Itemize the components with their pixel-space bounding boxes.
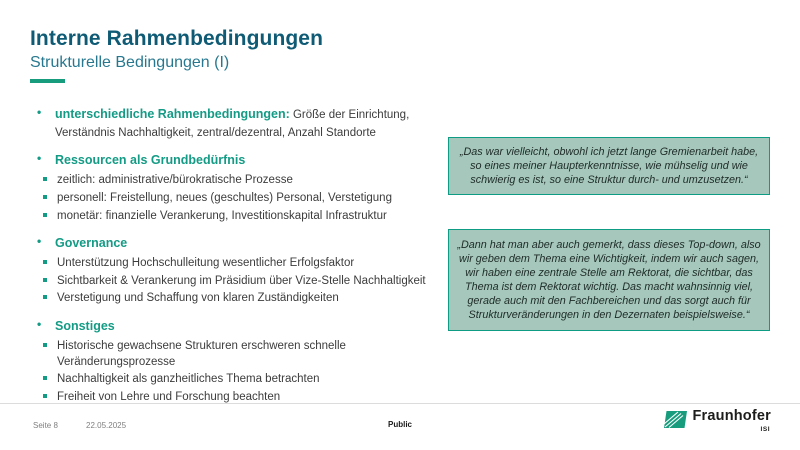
sub-bullet-text: Nachhaltigkeit als ganzheitliches Thema betrachten bbox=[57, 373, 320, 386]
square-bullet-icon bbox=[43, 260, 47, 264]
slide-header bbox=[30, 27, 323, 72]
sub-bullet-text: monetär: finanzielle Verankerung, Investitionskapital Infrastruktur bbox=[57, 209, 387, 222]
bullet-heading: Governance bbox=[55, 236, 128, 251]
fraunhofer-logo-icon bbox=[664, 411, 687, 433]
quote-box-2 bbox=[448, 229, 770, 331]
bullet-group-governance bbox=[30, 234, 448, 307]
square-bullet-icon bbox=[43, 343, 47, 347]
page-subtitle: Strukturelle Bedingungen (I) bbox=[30, 54, 230, 71]
slide-date: 22.05.2025 bbox=[86, 421, 127, 430]
square-bullet-icon bbox=[43, 177, 47, 181]
sub-bullet-item bbox=[42, 173, 448, 189]
bullet-group-ressourcen bbox=[30, 151, 448, 224]
square-bullet-icon bbox=[43, 394, 47, 398]
fraunhofer-logo-text-column bbox=[692, 409, 771, 433]
bullet-dot-icon: • bbox=[37, 317, 42, 332]
sub-bullet-text: zeitlich: administrative/bürokratische Prozesse bbox=[57, 174, 293, 187]
square-bullet-icon bbox=[43, 213, 47, 217]
sub-bullet-item bbox=[42, 372, 448, 388]
bullet-heading-rest: Größe der Einrichtung, Verständnis Nachhaltigkeit, zentral/dezentral, Anzahl Standorte bbox=[55, 109, 410, 140]
sub-bullet-text: Historische gewachsene Strukturen erschweren schnelle Veränderungsprozesse bbox=[57, 340, 346, 368]
fraunhofer-logo bbox=[664, 409, 771, 433]
square-bullet-icon bbox=[43, 195, 47, 199]
sub-bullet-item bbox=[42, 274, 448, 290]
sub-bullet-text: Freiheit von Lehre und Forschung beachten bbox=[57, 390, 281, 403]
footer-divider bbox=[0, 403, 800, 404]
bullet-group-rahmenbedingungen bbox=[30, 105, 448, 141]
sub-bullet-item bbox=[42, 256, 448, 272]
quote-text: „Dann hat man aber auch gemerkt, dass dieses Top-down, also wir geben dem Thema eine Wichtigkeit, indem wir auch sagen, wir haben eine zentrale Stelle am Rektorat, die sichtbar, das Thema ist dem Rektorat wichtig. Das macht wahnsinnig viel, gerade auch mit den Fachbereichen und das sorgt auch für Strukturveränderungen in den Dezernaten beispielsweise.“ bbox=[457, 238, 761, 322]
sub-bullet-item bbox=[42, 191, 448, 207]
sub-bullet-text: personell: Freistellung, neues (geschultes) Personal, Verstetigung bbox=[57, 191, 392, 204]
bullet-heading: Sonstiges bbox=[55, 319, 115, 334]
sub-bullet-text: Sichtbarkeit & Verankerung im Präsidium über Vize-Stelle Nachhaltigkeit bbox=[57, 274, 426, 287]
quote-box-1 bbox=[448, 137, 770, 195]
fraunhofer-institute-label: ISI bbox=[760, 425, 770, 433]
square-bullet-icon bbox=[43, 295, 47, 299]
bullet-list bbox=[30, 105, 448, 406]
classification-label: Public bbox=[387, 420, 413, 429]
bullet-dot-icon: • bbox=[37, 234, 42, 249]
page-number: Seite 8 bbox=[33, 421, 58, 430]
sub-bullet-text: Verstetigung und Schaffung von klaren Zuständigkeiten bbox=[57, 292, 339, 305]
fraunhofer-wordmark: Fraunhofer bbox=[692, 408, 771, 424]
bullet-heading: unterschiedliche Rahmenbedingungen: bbox=[55, 107, 290, 121]
bullet-dot-icon: • bbox=[37, 105, 42, 119]
sub-bullet-text: Unterstützung Hochschulleitung wesentlicher Erfolgsfaktor bbox=[57, 257, 355, 270]
sub-bullet-item bbox=[42, 209, 448, 225]
bullet-group-sonstiges bbox=[30, 317, 448, 406]
sub-bullet-list bbox=[42, 173, 448, 224]
square-bullet-icon bbox=[43, 376, 47, 380]
page-title: Interne Rahmenbedingungen bbox=[30, 27, 324, 50]
sub-bullet-list bbox=[42, 339, 448, 406]
bullet-dot-icon: • bbox=[37, 151, 42, 166]
sub-bullet-item bbox=[42, 291, 448, 307]
accent-underline bbox=[30, 79, 65, 83]
square-bullet-icon bbox=[43, 278, 47, 282]
sub-bullet-item bbox=[42, 339, 448, 370]
bullet-heading: Ressourcen als Grundbedürfnis bbox=[55, 153, 246, 168]
sub-bullet-list bbox=[42, 256, 448, 307]
quote-text: „Das war vielleicht, obwohl ich jetzt lange Gremienarbeit habe, so eines meiner Haupterkenntnisse, wie mühselig und wie schwierig es ist, so eine Struktur durch- und umzusetzen.“ bbox=[459, 146, 759, 187]
bullet-content bbox=[30, 105, 448, 416]
